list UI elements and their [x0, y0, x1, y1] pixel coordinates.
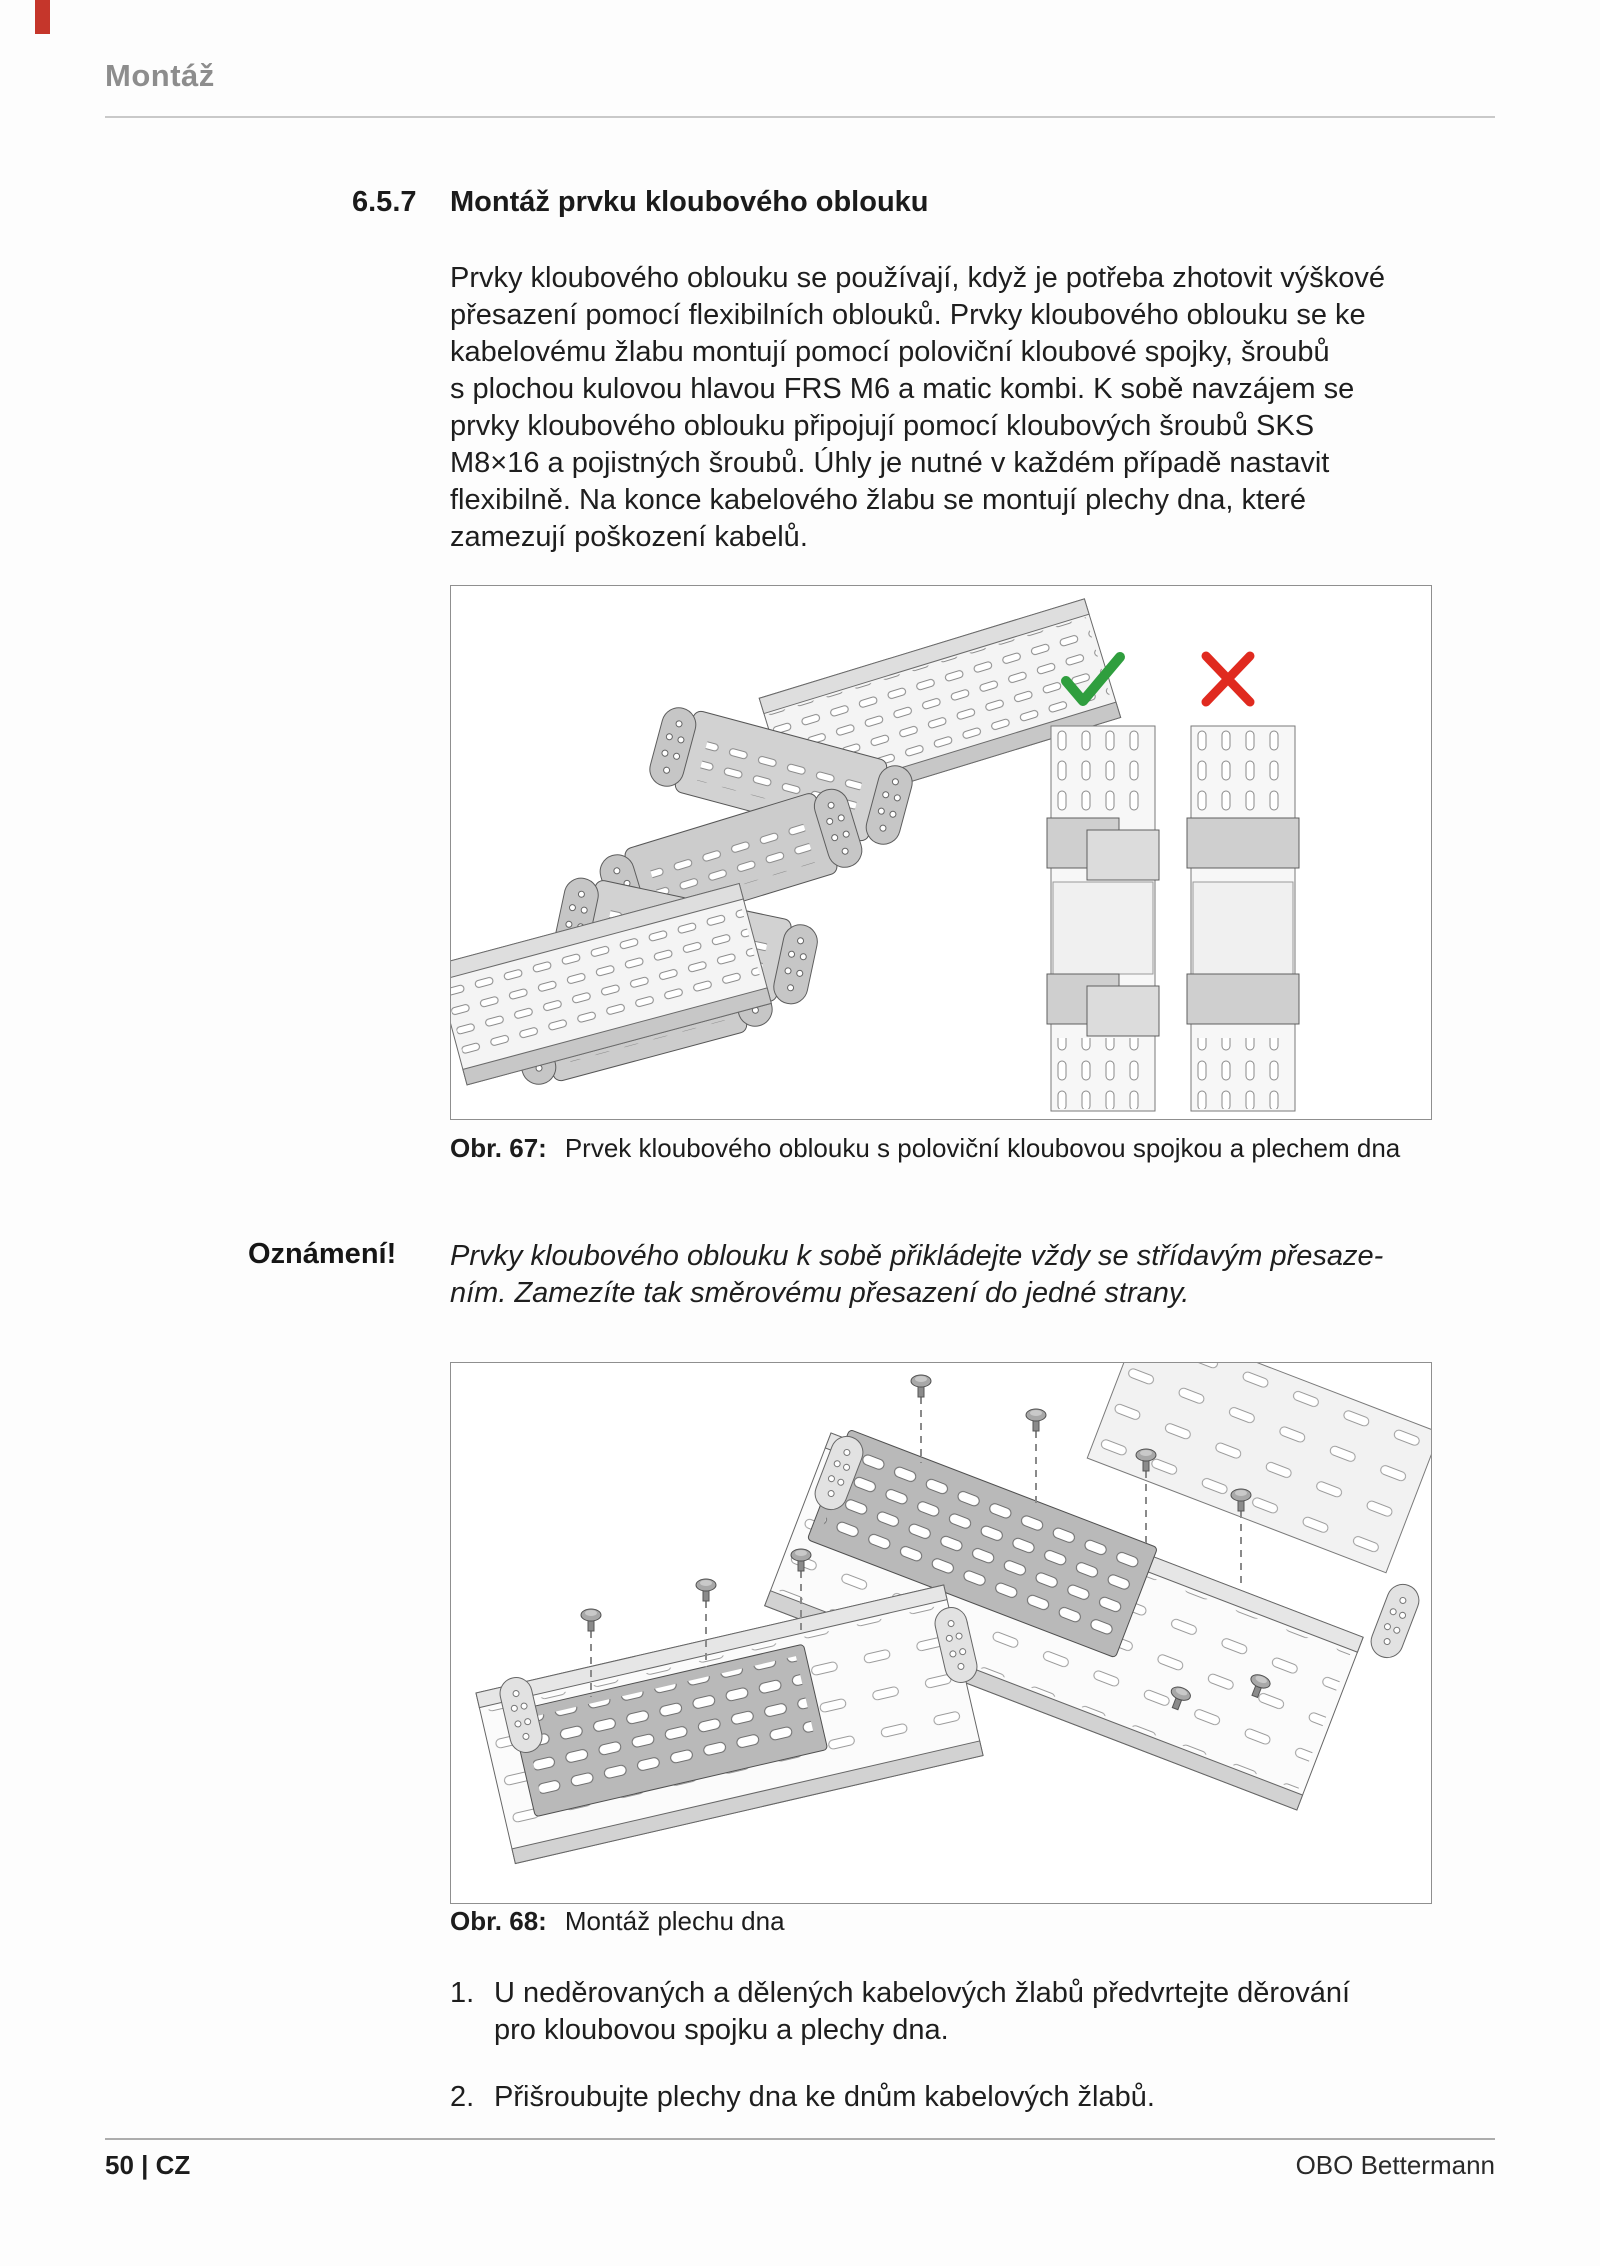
figure-68 — [450, 1362, 1432, 1904]
figure-67-text: Prvek kloubového oblouku s poloviční kloubovou spojkou a plechem dna — [564, 1133, 1401, 1163]
figure-68-text: Montáž plechu dna — [564, 1906, 785, 1936]
step-text: U neděrovaných a dělených kabelových žlabů předvrtejte děrování pro kloubovou spojku a plechy dna. — [494, 1977, 1351, 2046]
screw-icon — [696, 1579, 716, 1601]
section-number: 6.5.7 — [352, 186, 417, 218]
screw-icon — [911, 1375, 931, 1397]
step-text: Přišroubujte plechy dna ke dnům kabelových žlabů. — [494, 2081, 1155, 2113]
step-item-2 — [450, 2079, 1460, 2116]
header-rule — [105, 116, 1495, 118]
figure-67 — [450, 585, 1432, 1120]
page-corner-tab — [35, 0, 50, 34]
brand-name: OBO Bettermann — [1295, 2150, 1495, 2180]
section-title: Montáž prvku kloubového oblouku — [450, 186, 929, 218]
hinge-plate-icon — [1366, 1580, 1423, 1662]
correct-overlap-diagram — [1047, 726, 1159, 1111]
figure-67-label: Obr. 67: — [450, 1133, 547, 1163]
figure-68-drawing — [451, 1363, 1431, 1903]
left-cable-tray — [476, 1585, 983, 1863]
red-cross-icon — [1206, 656, 1250, 702]
instruction-steps — [450, 1975, 1460, 2146]
step-number: 2. — [450, 2081, 475, 2113]
intro-paragraph: Prvky kloubového oblouku se používají, když je potřeba zhotovit výškové přesazení pomocí flexibilních oblouků. Prvky kloubového oblouku se ke kabelovému žlabu montují pomocí poloviční kloubové spojky, šroubů s plochou kulovou hlavou FRS M6 a matic kombi. K sobě navzájem se prvky kloubového oblouku připojují pomocí kloubových šroubů SKS M8×16 a pojistných šroubů. Úhly je nutné v každém případě nastavit flexibilně. Na konce kabelového žlabu se montují plechy dna, které zamezují poškození kabelů. — [450, 262, 1385, 553]
notice-label: Oznámení! — [248, 1238, 397, 1270]
step-item-1 — [450, 1975, 1460, 2049]
screw-icon — [1026, 1409, 1046, 1431]
figure-68-caption — [450, 1906, 785, 1937]
incorrect-overlap-diagram — [1187, 726, 1299, 1111]
screw-icon — [581, 1609, 601, 1631]
figure-67-caption — [450, 1133, 1400, 1164]
footer-rule — [105, 2138, 1495, 2140]
step-number: 1. — [450, 1977, 475, 2009]
page-number: 50 | CZ — [105, 2150, 191, 2180]
page-footer — [105, 2150, 1495, 2181]
running-header-title: Montáž — [105, 58, 215, 93]
notice-text: Prvky kloubového oblouku k sobě přikládejte vždy se střídavým přesaze- ním. Zamezíte tak směrovému přesazení do jedné strany. — [450, 1240, 1384, 1309]
figure-67-drawing — [451, 586, 1431, 1119]
figure-68-label: Obr. 68: — [450, 1906, 547, 1936]
